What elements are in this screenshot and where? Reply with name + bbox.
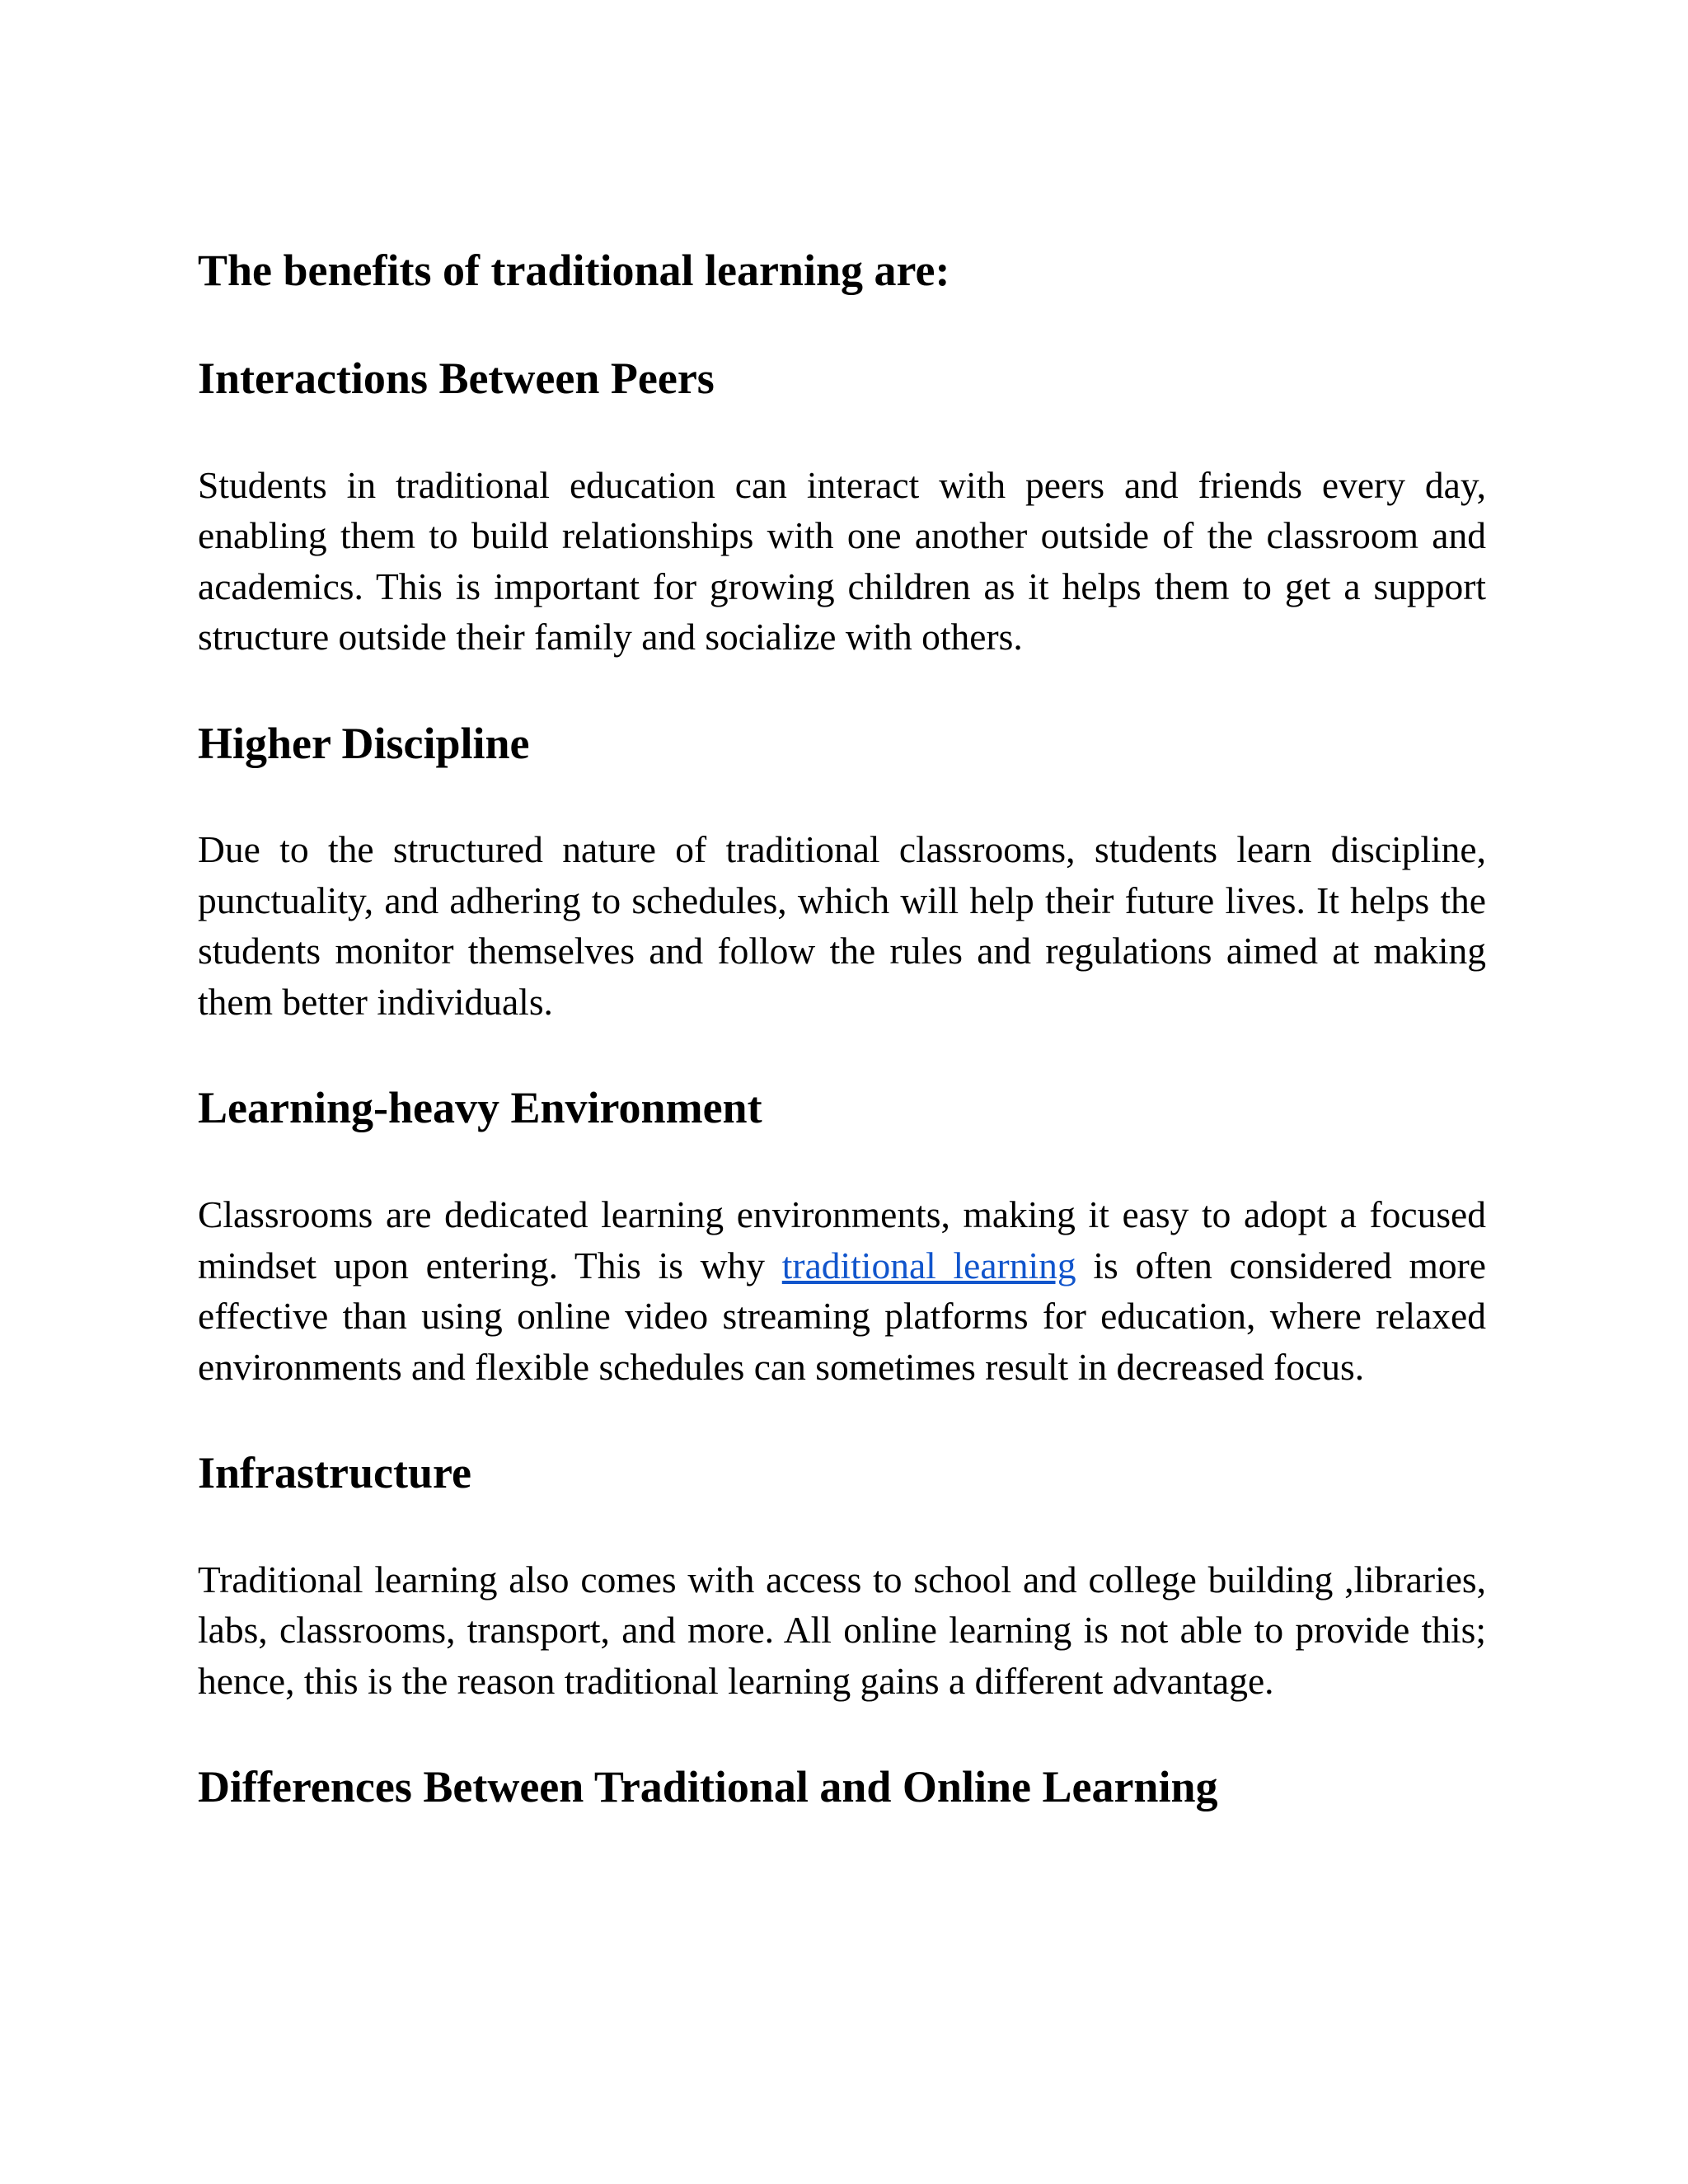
- heading-differences-traditional-online: Differences Between Traditional and Online Learning: [198, 1762, 1218, 1812]
- paragraph-learning-heavy-environment: [198, 1189, 1486, 1392]
- heading-learning-heavy-environment: Learning-heavy Environment: [198, 1083, 762, 1133]
- heading-higher-discipline: Higher Discipline: [198, 718, 530, 768]
- paragraph-infrastructure: Traditional learning also comes with access to school and college building ,libraries, labs, classrooms, transport, and more. All online learning is not able to provide this; hence, this is the reason traditional learning gains a different advantage.: [198, 1558, 1486, 1702]
- paragraph-higher-discipline: Due to the structured nature of traditional classrooms, students learn discipline, punctuality, and adhering to schedules, which will help their future lives. It helps the students monitor themselves and follow the rules and regulations aimed at making them better individuals.: [198, 828, 1486, 1023]
- document-page: [198, 244, 1486, 1814]
- paragraph-interactions-between-peers: Students in traditional education can interact with peers and friends every day, enabling them to build relationships with one another outside of the classroom and academics. This is important for growing children as it helps them to get a support structure outside their family and socialize with others.: [198, 463, 1486, 658]
- heading-interactions-between-peers: Interactions Between Peers: [198, 353, 715, 403]
- traditional-learning-link[interactable]: traditional learning: [781, 1244, 1076, 1286]
- heading-infrastructure: Infrastructure: [198, 1448, 471, 1498]
- paragraph-text-before-link: Classrooms are dedicated learning environments, making it easy to adopt a focused mindset upon entering. This is why: [198, 1193, 1486, 1286]
- document-title: The benefits of traditional learning are:: [198, 246, 950, 295]
- paragraph-text-after-link: is often considered more effective than using online video streaming platforms for education, where relaxed environments and flexible schedules can sometimes result in decreased focus.: [198, 1244, 1486, 1388]
